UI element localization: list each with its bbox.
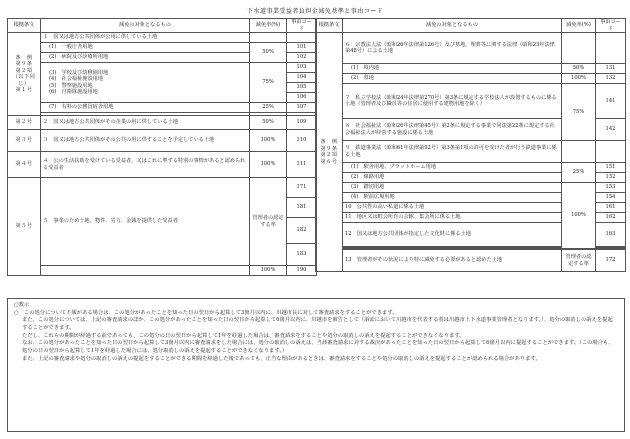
item-13: 13 管理者がその状況により特に減免する必要があると認めた土地 [343, 250, 562, 272]
note-heading: ○教示 [14, 302, 30, 308]
rate-3: 100% [250, 130, 287, 152]
code-142: 142 [596, 119, 626, 141]
code-172: 172 [596, 250, 626, 272]
item-9-d: (4) 駅前広場用地 [343, 193, 562, 203]
code-171: 171 [287, 178, 317, 198]
code-132: 132 [596, 74, 626, 84]
note-p5: また、上記の審査請求や処分の取消しの訴えの提起をすることができる期間を経過した後であっても、正当な理由があるときは、審査請求をすることや処分の取消しの訴えを提起することが認められる場合があります。 [22, 355, 541, 362]
item-3: ３ 国又は地方公共団体がその公共の用に供することを予定している土地 [41, 130, 250, 152]
item-1-f: (6) 自衛隊施設用地 [49, 89, 98, 95]
page-title: 下水道事業受益者負担金減免基準と事由コード [246, 8, 384, 15]
code-163: 163 [596, 223, 626, 247]
item-9-c: (3) 踏切用地 [343, 183, 562, 193]
code-102: 102 [287, 53, 317, 63]
code-162: 162 [596, 213, 626, 223]
item-5: ５ 事業のため土地、物件、労力、金銭を提供した受益者 [41, 178, 250, 266]
item-2: ２ 国又は地方公共団体がその企業の用に供している土地 [41, 116, 250, 130]
header-clause-r: 根拠条文 [316, 19, 343, 33]
clause-block-2: 条 例 第９条 第２項 第６号 [320, 139, 338, 165]
clause-label-2 [316, 33, 343, 272]
header-target-r: 減免の対象となるもの [343, 19, 562, 33]
code-141: 141 [596, 84, 626, 119]
note-p4: なお、この処分があったことを知った日の翌日から起算して3箇月以内に審査請求をした場合には、処分の取消しの訴えは、当該審査請求に対する裁決があったことを知った日の翌日から起算して6箇月以内に提起することができます。（この場合も、処分の日の翌日から起算して1年を経過した場合には、処分取消しの訴えを提起することができなくなります。） [22, 340, 614, 355]
rate-25-a: 25% [250, 103, 287, 113]
code-182: 182 [287, 218, 317, 244]
right-table [315, 18, 626, 272]
item-4: ４ 公の生活扶助を受けている受益者、又はこれに準ずる特別の事情があると認められる受益者 [41, 152, 250, 178]
rate-50-a: 50% [250, 43, 287, 63]
code-161: 161 [596, 203, 626, 213]
header-rate: 減免率(%) [250, 19, 287, 33]
item-11: 11 地区又は町会所有の会館、集会所に係る土地 [343, 213, 562, 223]
rate-78: 75% [562, 84, 596, 141]
code-183: 183 [287, 244, 317, 266]
rate-5b: 100% [250, 266, 287, 276]
header-clause: 根拠条文 [8, 19, 41, 33]
code-107: 107 [287, 103, 317, 113]
item-7: ７ 私立学校法（昭和24年法律第270号）第3条に規定する学校法人が設置するものに係る土地（管理者及び職員等の住居に使用する建物用地を除く） [343, 84, 562, 119]
item-1-cdef [41, 63, 250, 103]
code-154: 154 [596, 193, 626, 203]
code-103: 103 [287, 63, 317, 73]
rate-9: 25% [562, 163, 596, 183]
item-9-a: (1) 駅舎用地、プラットホーム用地 [343, 163, 562, 173]
item-8: ８ 社会福祉法（昭和26年法律第45号）第2条に規定する事業で同法第22条に規定する社会福祉法人が経営する施設に係る土地 [343, 119, 562, 141]
note-p3: ただし、これらの期間が経過する前であっても、この処分の日の翌日から起算して1年を経過した場合は、審査請求をすることや処分の取消しの訴えを提起することができなくなります。 [22, 332, 465, 339]
item-6-a: (1) 境内地 [343, 64, 562, 74]
code-105: 105 [287, 83, 317, 93]
item-9: ９ 鉄道事業法（昭和61年法律第92号）第3条第1項の許可を受けた者が行う鉄道事業に係る土地 [343, 141, 562, 163]
rate-6b: 100% [562, 74, 596, 84]
header-code: 事由コード [287, 19, 317, 33]
clause-2: 第２号 [8, 116, 41, 130]
item-9-b: (2) 線路用地 [343, 173, 562, 183]
clause-label-1 [8, 33, 41, 116]
clause-3: 第３号 [8, 130, 41, 152]
rate-75-a: 75% [250, 63, 287, 103]
code-181: 181 [287, 198, 317, 218]
left-table [7, 18, 317, 276]
code-101: 101 [287, 43, 317, 53]
header-rate-r: 減免率(%) [562, 19, 596, 33]
item-1-a: (1) 一般庁舎用地 [41, 43, 250, 53]
rate-13: 管理者の認定する率 [562, 250, 596, 272]
rate-1012: 100% [562, 183, 596, 249]
code-131: 131 [596, 64, 626, 74]
note-p1: ○ この処分について不服がある場合は、この処分があったことを知った日の翌日から起算して3箇月以内に、川越市長に対して審査請求をすることができます。 [14, 309, 398, 316]
note-p2: また、この処分については、上記の審査請求のほか、この処分があったことを知った日の翌日から起算して6箇月以内に、川越市を被告として（訴訟において川越市を代表する者は川越市上下水道事業管理者となります。）、処分の取消しの訴えを提起することができます。 [22, 317, 613, 332]
code-151: 151 [596, 163, 626, 173]
rate-5: 管理者の認定する率 [250, 178, 287, 266]
item-10: 10 公共性の高い私道に係る土地 [343, 203, 562, 213]
code-106: 106 [287, 93, 317, 103]
clause-5: 第５号 [8, 178, 41, 276]
code-190: 190 [287, 266, 317, 276]
rate-6a: 50% [562, 64, 596, 74]
code-152: 152 [596, 173, 626, 183]
rate-4: 100% [250, 152, 287, 178]
item-12: 12 国又は地方公共団体が指定した文化財に係る土地 [343, 223, 562, 247]
item-1-e: (5) 警察施設用地 [49, 82, 93, 89]
item-6-b: (2) 墓地 [343, 74, 562, 84]
item-1-d: (4) 社会福祉施設用地 [49, 76, 104, 82]
instruction-box [7, 298, 625, 432]
code-104: 104 [287, 73, 317, 83]
item-1-c: (3) 学校及び幼稚園用地 [49, 69, 109, 76]
code-153: 153 [596, 183, 626, 193]
item-1-head: １ 国又は地方公共団体が公用に供している土地 [41, 33, 250, 43]
header-code-r: 事由コード [596, 19, 626, 33]
clause-4: 第４号 [8, 152, 41, 178]
item-6: ６ 宗教法人法（昭和26年法律第126号）及び墓地、埋葬等に関する法律（昭和23年法律第48号）による土地 [343, 33, 562, 64]
item-1-g: (7) 有料の公務員宿舎用地 [41, 103, 250, 113]
code-110: 110 [287, 130, 317, 152]
clause-block-1: 条 例 第９条 第２項 （以下同じ） 第１号 [12, 54, 36, 93]
code-109: 109 [287, 116, 317, 130]
code-111: 111 [287, 152, 317, 178]
item-1-b: (2) 病院及び診療所用地 [41, 53, 250, 63]
rate-2: 50% [250, 116, 287, 130]
header-target: 減免の対象となるもの [41, 19, 250, 33]
